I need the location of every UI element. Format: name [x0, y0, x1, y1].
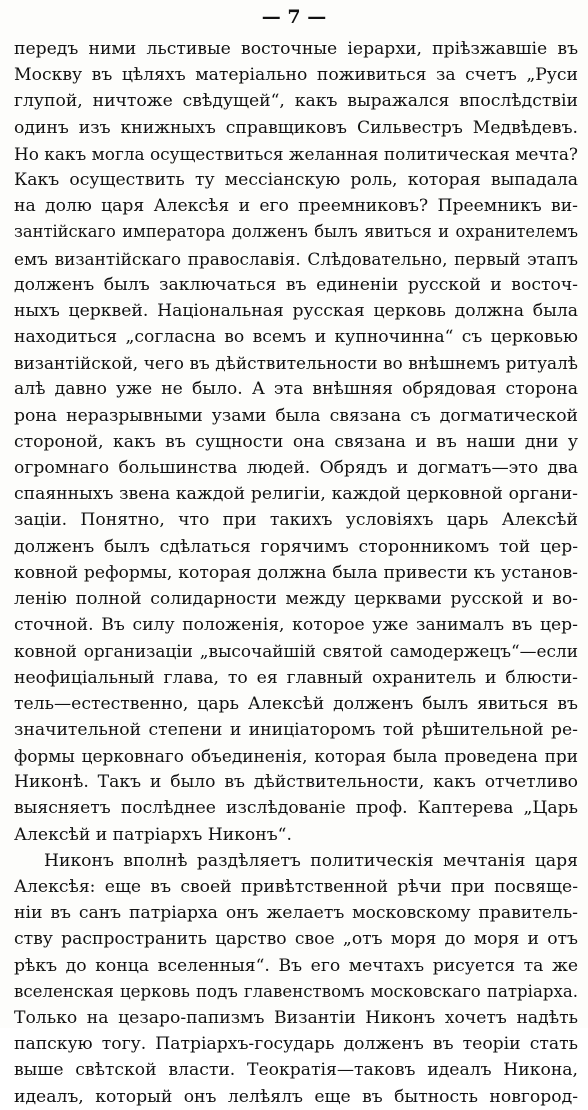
text-line: формы церковнаго объединенiя, которая была проведена при [14, 746, 578, 767]
text-line: Москву въ цѣляхъ матерiально поживиться за счетъ „Руси [14, 65, 578, 86]
text-line: ныхъ церквей. Нацiональная русская церковь должна была [14, 300, 578, 321]
body-text [14, 36, 578, 1110]
text-line: Никонъ вполнѣ раздѣляетъ политическiя мечтанiя царя [44, 850, 578, 871]
text-line: ковной реформы, которая должна была привести къ установ- [14, 562, 578, 583]
text-line: вселенская церковь подъ главенствомъ московскаго патрiарха. [14, 981, 578, 1001]
text-line: емъ византiйскаго православiя. Слѣдовательно, первый этапъ [14, 248, 578, 269]
text-line: ленiю полной солидарности между церквами русской и во- [14, 588, 578, 609]
text-line: нiи въ санъ патрiарха онъ желаетъ московскому правитель- [14, 903, 578, 924]
text-line: Алексѣй и патрiархъ Никонъ“. [14, 824, 292, 845]
text-line: огромнаго большинства людей. Обрядъ и догматъ—это два [14, 458, 578, 478]
text-line: на долю царя Алексѣя и его преемниковъ? Преемникъ ви- [14, 196, 578, 217]
text-line: стороной, какъ въ сущности она связана и въ наши дни у [14, 431, 578, 452]
text-line: ству распространить царство свое „отъ моря до моря и отъ [14, 929, 578, 950]
text-line: Никонѣ. Такъ и было въ дѣйствительности, какъ отчетливо [14, 772, 578, 793]
text-line: тель—естественно, царь Алексѣй долженъ былъ явиться въ [14, 693, 578, 714]
paragraph-1 [14, 36, 578, 848]
text-line: рона неразрывными узами была связана съ догматической [14, 405, 578, 426]
page-number: — 7 — [261, 6, 327, 28]
text-line: зацiи. Понятно, что при такихъ условiяхъ царь Алексѣй [14, 510, 578, 531]
text-line: долженъ былъ заключаться въ единенiи русской и восточ- [14, 274, 578, 295]
text-line: Но какъ могла осуществиться желанная политическая мечта? [14, 143, 578, 164]
text-line: зантiйскаго императора долженъ былъ явиться и охранителемъ [14, 222, 578, 242]
text-line: значительной степени и иницiаторомъ той рѣшительной ре- [14, 719, 578, 740]
text-line: алѣ давно уже не было. А эта внѣшняя обрядовая сторона [14, 379, 578, 400]
text-line: спаянныхъ звена каждой религiи, каждой церковной органи- [14, 484, 578, 505]
text-line: выше свѣтской власти. Теократiя—таковъ идеалъ Никона, [14, 1060, 578, 1081]
text-line: передъ ними льстивые восточные iерархи, прiѣзжавшiе въ [14, 39, 578, 59]
text-line: Только на цезаро-папизмъ Византiи Никонъ хочетъ надѣть [14, 1007, 578, 1028]
text-line: неофицiальный глава, то ея главный охранитель и блюсти- [14, 667, 578, 688]
text-line: одинъ изъ книжныхъ справщиковъ Сильвестръ Медвѣдевъ. [14, 117, 578, 138]
text-line: выясняетъ послѣднее изслѣдованiе проф. Каптерева „Царь [14, 798, 578, 819]
text-line: долженъ былъ сдѣлаться горячимъ сторонникомъ той цер- [14, 536, 578, 557]
text-line: рѣкъ до конца вселенныя“. Въ его мечтахъ рисуется та же [14, 955, 578, 976]
text-line: идеалъ, который онъ лелѣялъ еще въ бытность новгород- [14, 1086, 578, 1107]
text-line: Какъ осуществить ту мессiанскую роль, которая выпадала [14, 169, 578, 190]
text-line: сточной. Въ силу положенiя, которое уже занималъ въ цер- [14, 615, 578, 636]
text-line: византiйской, чего въ дѣйствительности во внѣшнемъ ритуалѣ [14, 353, 578, 374]
text-line: ковной организацiи „высочайшiй святой самодержецъ“—если [14, 641, 578, 662]
text-line: находиться „согласна во всемъ и купночинна“ съ церковью [14, 327, 578, 348]
text-line: папскую тогу. Патрiархъ-государь долженъ въ теорiи стать [14, 1034, 578, 1055]
paragraph-2 [14, 848, 578, 1110]
text-line: Алексѣя: еще въ своей привѣтственной рѣчи при посвяще- [14, 877, 578, 897]
text-line: глупой, ничтоже свѣдущей“, какъ выражался впослѣдствiи [14, 91, 578, 112]
